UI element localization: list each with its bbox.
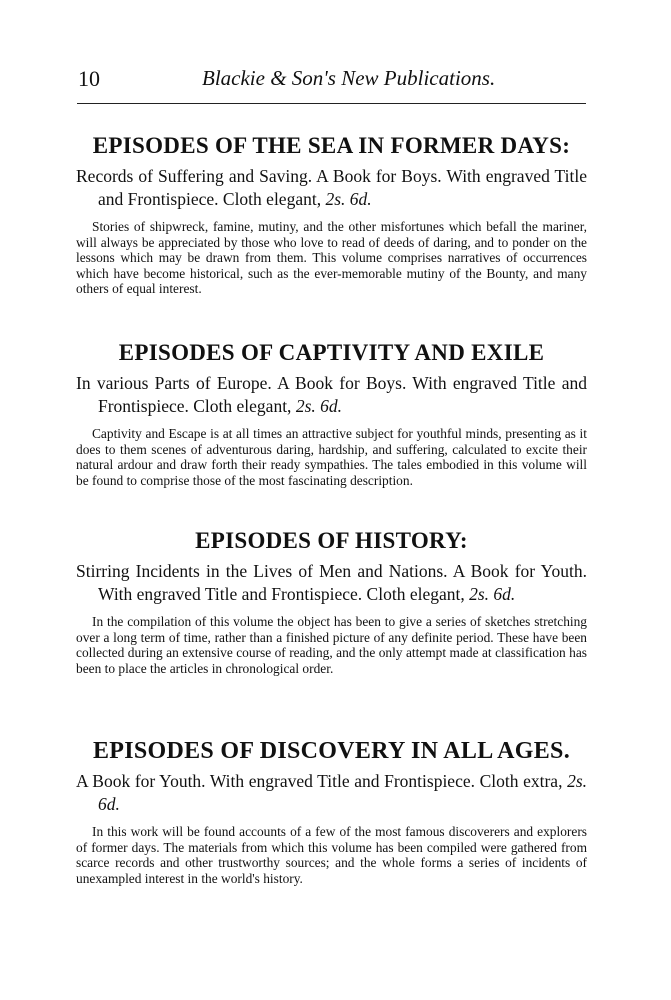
book-description [76, 770, 587, 816]
book-entry [76, 338, 587, 488]
book-summary: Stories of shipwreck, famine, mutiny, and the other misfortunes which befall the mariner, will always be appreciated by those who love to read of deeds of daring, and to ponder on the lessons which may be drawn from them. This volume comprises narratives of occurrences which have become historical, such as the ever-memorable mutiny of the Bounty, and many others of equal interest. [76, 219, 587, 297]
book-title: EPISODES OF DISCOVERY IN ALL AGES. [92, 738, 571, 764]
book-price: 2s. 6d. [98, 771, 588, 814]
page-header [76, 66, 586, 94]
page-number: 10 [78, 66, 100, 91]
book-description [76, 560, 587, 606]
book-entry [76, 526, 587, 676]
book-entry [76, 736, 587, 886]
book-title: EPISODES OF HISTORY: [195, 528, 468, 553]
book-description [76, 165, 587, 211]
running-title: Blackie & Son's New Publications. [202, 66, 496, 90]
book-subtitle: In various Parts of Europe. A Book for Boys. With engraved Title and Frontispiece. Cloth elegant, [76, 373, 587, 416]
book-price: 2s. 6d. [325, 189, 372, 209]
book-title: EPISODES OF CAPTIVITY AND EXILE [118, 340, 545, 365]
book-price: 2s. 6d. [295, 396, 342, 416]
book-entry [76, 131, 587, 297]
book-subtitle: A Book for Youth. With engraved Title and Frontispiece. Cloth extra, [76, 771, 563, 791]
book-summary: In the compilation of this volume the object has been to give a series of sketches stretching over a long term of time, rather than a finished picture of any definite period. These have been collected during an extensive course of reading, and the only attempt made at classification has been to place the articles in chronological order. [76, 614, 587, 676]
book-description [76, 372, 587, 418]
book-subtitle: Records of Suffering and Saving. A Book for Boys. With engraved Title and Frontispiece. Cloth elegant, [76, 166, 587, 209]
header-rule [77, 103, 586, 104]
book-subtitle: Stirring Incidents in the Lives of Men and Nations. A Book for Youth. With engraved Title and Frontispiece. Cloth elegant, [76, 561, 587, 604]
book-price: 2s. 6d. [469, 584, 516, 604]
book-summary: In this work will be found accounts of a few of the most famous discoverers and explorers of former days. The materials from which this volume has been compiled were gathered from scarce records and other trustworthy sources; and the whole forms a series of incidents of unexampled interest in the world's history. [76, 824, 587, 886]
book-title: EPISODES OF THE SEA IN FORMER DAYS: [92, 133, 571, 158]
book-summary: Captivity and Escape is at all times an attractive subject for youthful minds, presenting as it does to them scenes of adventurous daring, hardship, and suffering, calculated to excite their natural ardour and draw forth their ready sympathies. The tales embodied in this volume will be found to comprise those of the most fascinating description. [76, 426, 587, 488]
